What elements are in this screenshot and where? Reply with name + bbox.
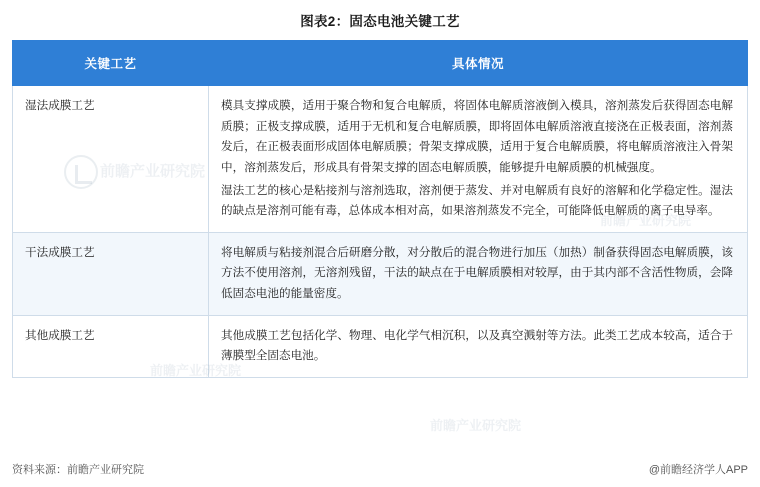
table-row: [13, 86, 748, 233]
cell-key-process: 干法成膜工艺: [13, 232, 209, 315]
credit-note: @前瞻经济学人APP: [648, 464, 748, 476]
header-row: [13, 41, 748, 86]
key-process-table: [12, 40, 748, 378]
table-row: [13, 232, 748, 315]
cell-key-process: 湿法成膜工艺: [13, 86, 209, 233]
cell-details: [209, 232, 748, 315]
cell-details: [209, 86, 748, 233]
table-container: [12, 40, 748, 378]
table-row: [13, 315, 748, 377]
cell-details: [209, 315, 748, 377]
source-note: 资料来源：前瞻产业研究院: [12, 464, 144, 476]
table-body: [13, 86, 748, 378]
cell-key-process: 其他成膜工艺: [13, 315, 209, 377]
detail-paragraph: 其他成膜工艺包括化学、物理、电化学气相沉积，以及真空溅射等方法。此类工艺成本较高，适合于薄膜型全固态电池。: [221, 328, 733, 363]
detail-paragraph: 将电解质与粘接剂混合后研磨分散，对分散后的混合物进行加压（加热）制备获得固态电解质膜，该方法不使用溶剂，无溶剂残留，干法的缺点在于电解质膜相对较厚，由于其内部不含活性物质，会降低固态电池的能量密度。: [221, 245, 733, 300]
page-title: 图表2：固态电池关键工艺: [300, 14, 460, 29]
detail-paragraph: 模具支撑成膜，适用于聚合物和复合电解质，将固体电解质溶液倒入模具，溶剂蒸发后获得固态电解质膜；正极支撑成膜，适用于无机和复合电解质膜，即将固体电解质溶液直接浇在正极表面，溶剂蒸发后，在正极表面形成固体电解质膜；骨架支撑成膜，适用于复合电解质膜，将电解质溶液注入骨架中，溶剂蒸发后，形成具有骨架支撑的固态电解质膜，能够提升电解质膜的机械强度。: [221, 99, 733, 174]
watermark-text: 前瞻产业研究院: [430, 418, 522, 433]
table-header: [13, 41, 748, 86]
column-header-details: 具体情况: [209, 41, 748, 86]
column-header-key-process: 关键工艺: [13, 41, 209, 86]
detail-paragraph: 湿法工艺的核心是粘接剂与溶剂选取，溶剂便于蒸发、并对电解质有良好的溶解和化学稳定性。湿法的缺点是溶剂可能有毒，总体成本相对高，如果溶剂蒸发不完全，可能降低电解质的离子电导率。: [221, 183, 733, 218]
